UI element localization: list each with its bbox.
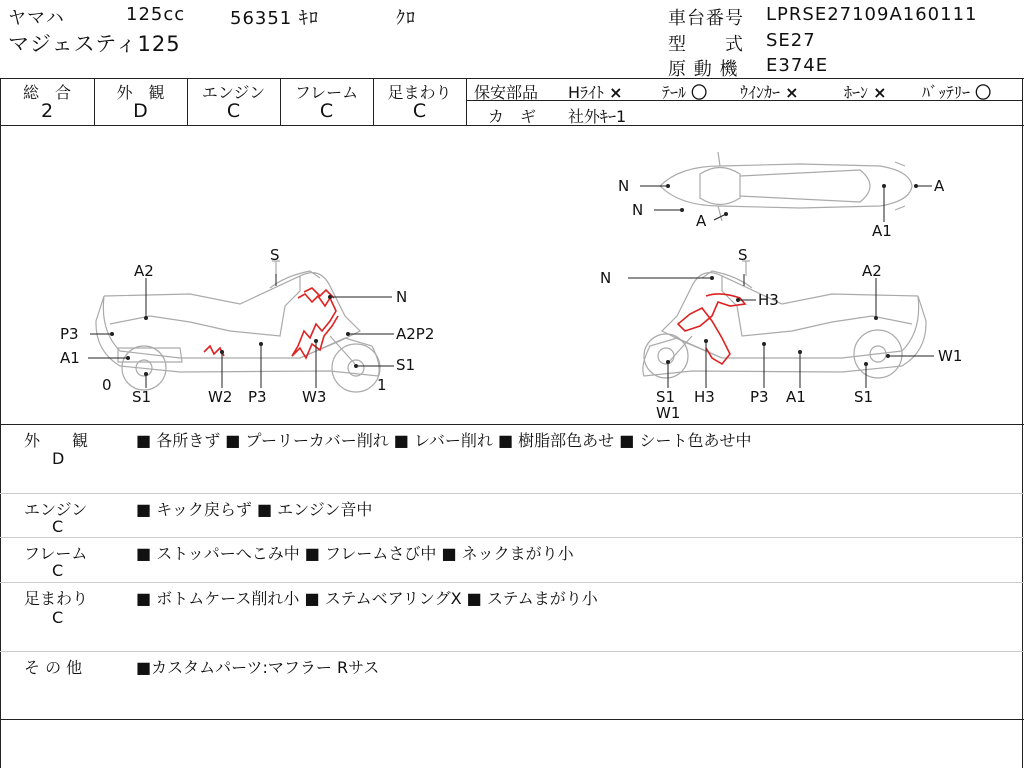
- diag-left-a2p2: A2P2: [396, 325, 435, 343]
- section-suspension-grade: C: [52, 608, 64, 627]
- diag-left-one: 1: [377, 376, 387, 394]
- diag-right-n: N: [600, 269, 612, 287]
- frame-no: LPRSE27109A160111: [766, 4, 978, 25]
- diag-left-s: S: [270, 246, 280, 264]
- diag-right-h3: H3: [694, 388, 715, 406]
- grade-exterior-label: 外 観: [116, 83, 165, 102]
- diag-right-w1: W1: [656, 404, 681, 422]
- diag-right-a1: A1: [786, 388, 806, 406]
- section-frame-label: フレーム: [24, 544, 88, 563]
- displacement: 125cc: [126, 4, 186, 25]
- section-exterior-label: 外 観: [24, 431, 89, 450]
- section-other-items: ■カスタムパーツ:マフラー Rサス: [136, 658, 380, 677]
- safety-item-headlight: Hﾗｲﾄ ×: [568, 83, 623, 102]
- diag-right-p3: P3: [750, 388, 769, 406]
- diag-left-w3: W3: [302, 388, 327, 406]
- grade-frame-value: C: [319, 100, 334, 122]
- diag-left-p3: P3: [60, 325, 79, 343]
- diag-top-a-front: A: [696, 212, 707, 230]
- safety-label: 保安部品: [474, 83, 539, 102]
- grade-frame-label: フレーム: [294, 83, 359, 102]
- grade-exterior-value: D: [133, 100, 148, 122]
- safety-item-winker: ｳｲﾝｶｰ ×: [740, 83, 799, 102]
- grade-suspension-label: 足まわり: [387, 83, 452, 102]
- grade-engine-label: エンジン: [201, 83, 266, 102]
- type-label: 型 式: [668, 34, 744, 55]
- safety-item-tail: ﾃｰﾙ 〇: [662, 83, 708, 102]
- maker: ヤマハ: [8, 8, 65, 29]
- frame-no-label: 車台番号: [668, 8, 744, 29]
- diag-top-a-rear: A: [934, 177, 945, 195]
- diag-left-a1: A1: [60, 349, 80, 367]
- key-value: 社外ｷｰ1: [568, 107, 627, 126]
- diag-top-a1: A1: [872, 222, 892, 240]
- section-frame-items: ■ ストッパーへこみ中 ■ フレームさび中 ■ ネックまがり小: [136, 544, 574, 563]
- diag-left-p3-bottom: P3: [248, 388, 267, 406]
- diag-left-s1: S1: [132, 388, 152, 406]
- model-name: マジェスティ125: [8, 32, 181, 56]
- diag-right-s: S: [738, 246, 748, 264]
- diag-right-w1-rear: W1: [938, 347, 963, 365]
- section-exterior-grade: D: [52, 449, 65, 468]
- section-suspension-items: ■ ボトムケース削れ小 ■ ステムベアリングX ■ ステムまがり小: [136, 589, 598, 608]
- mileage: 56351 ｷﾛ: [230, 8, 319, 29]
- engine-value: E374E: [766, 55, 829, 76]
- grade-suspension-value: C: [412, 100, 427, 122]
- diag-right-s1: S1: [854, 388, 874, 406]
- diag-left-a2: A2: [134, 262, 154, 280]
- section-engine-label: エンジン: [24, 500, 88, 519]
- damage-diagram: [0, 126, 1022, 424]
- color: ｸﾛ: [396, 8, 416, 29]
- section-engine-grade: C: [52, 517, 64, 536]
- section-suspension-label: 足まわり: [24, 589, 89, 608]
- key-label: カ ギ: [488, 107, 537, 126]
- section-exterior-items: ■ 各所きず ■ プーリーカバー削れ ■ レバー削れ ■ 樹脂部色あせ ■ シート色あせ中: [136, 431, 752, 450]
- section-engine-items: ■ キック戻らず ■ エンジン音中: [136, 500, 373, 519]
- diag-left-zero: 0: [102, 376, 112, 394]
- diag-top-n2: N: [632, 201, 644, 219]
- diag-right-h3-top: H3: [758, 291, 779, 309]
- grade-overall-value: 2: [40, 100, 54, 122]
- grade-overall-label: 総 合: [22, 83, 71, 102]
- diag-right-a2: A2: [862, 262, 882, 280]
- engine-label: 原 動 機: [668, 59, 739, 80]
- safety-item-horn: ﾎｰﾝ ×: [844, 83, 887, 102]
- diag-left-s1-front: S1: [396, 356, 416, 374]
- type-value: SE27: [766, 30, 816, 51]
- diag-left-n: N: [396, 288, 408, 306]
- diag-top-n1: N: [618, 177, 630, 195]
- safety-item-battery: ﾊﾞｯﾃﾘｰ 〇: [922, 83, 992, 102]
- section-frame-grade: C: [52, 561, 64, 580]
- grade-engine-value: C: [226, 100, 241, 122]
- diag-right-s1-front: S1: [656, 388, 676, 406]
- section-other-label: そ の 他: [24, 658, 83, 677]
- diag-left-w2: W2: [208, 388, 233, 406]
